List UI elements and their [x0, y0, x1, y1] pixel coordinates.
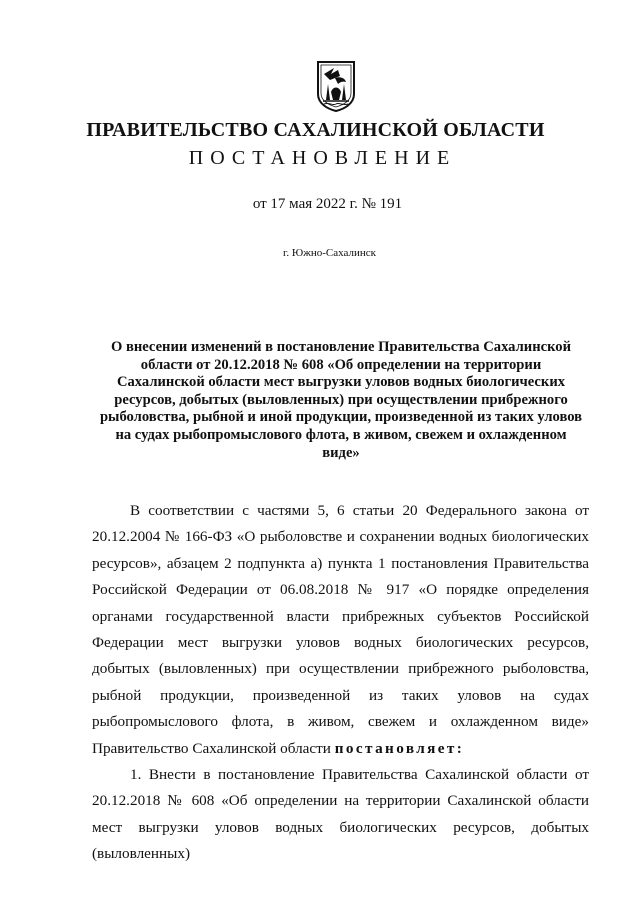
- document-type: ПОСТАНОВЛЕНИЕ: [188, 147, 457, 169]
- document-heading: О внесении изменений в постановление Правительства Сахалинской области от 20.12.2018 № 608 «Об определении на территории Сахалинской области мест выгрузки уловов водных биологических ресурсов, добытых (выловленных) при осуществлении прибрежного рыболовства, рыбной и иной продукции, произведенной из таких уловов на судах рыбопромыслового флота, в живом, свежем и охлажденном виде»: [99, 339, 583, 461]
- resolves-word: постановляет:: [334, 739, 465, 757]
- paragraph-preamble: [92, 498, 589, 762]
- document-city: г. Южно-Сахалинск: [283, 247, 376, 259]
- document-body: [92, 498, 589, 868]
- sakhalin-coat-of-arms-icon: [316, 60, 356, 112]
- paragraph-item-1: 1. Внести в постановление Правительства Сахалинской области от 20.12.2018 № 608 «Об определении на территории Сахалинской области мест выгрузки уловов водных биологических ресурсов, добытых (выловленных): [92, 766, 589, 863]
- government-title: ПРАВИТЕЛЬСТВО САХАЛИНСКОЙ ОБЛАСТИ: [86, 119, 545, 141]
- preamble-text: В соответствии с частями 5, 6 статьи 20 Федерального закона от 20.12.2004 № 166-ФЗ «О рыболовстве и сохранении водных биологических ресурсов», абзацем 2 подпункта а) пункта 1 постановления Правительства Российской Федерации от 06.08.2018 № 917 «О порядке определения органами государственной власти прибрежных субъектов Российской Федерации мест выгрузки уловов водных биологических ресурсов, добытых (выловленных) при осуществлении прибрежного рыболовства, рыбной продукции, произведенной из таких уловов на судах рыбопромыслового флота, в живом, свежем и охлажденном виде» Правительство Сахалинской области: [92, 502, 589, 757]
- document-date-number: от 17 мая 2022 г. № 191: [252, 196, 403, 212]
